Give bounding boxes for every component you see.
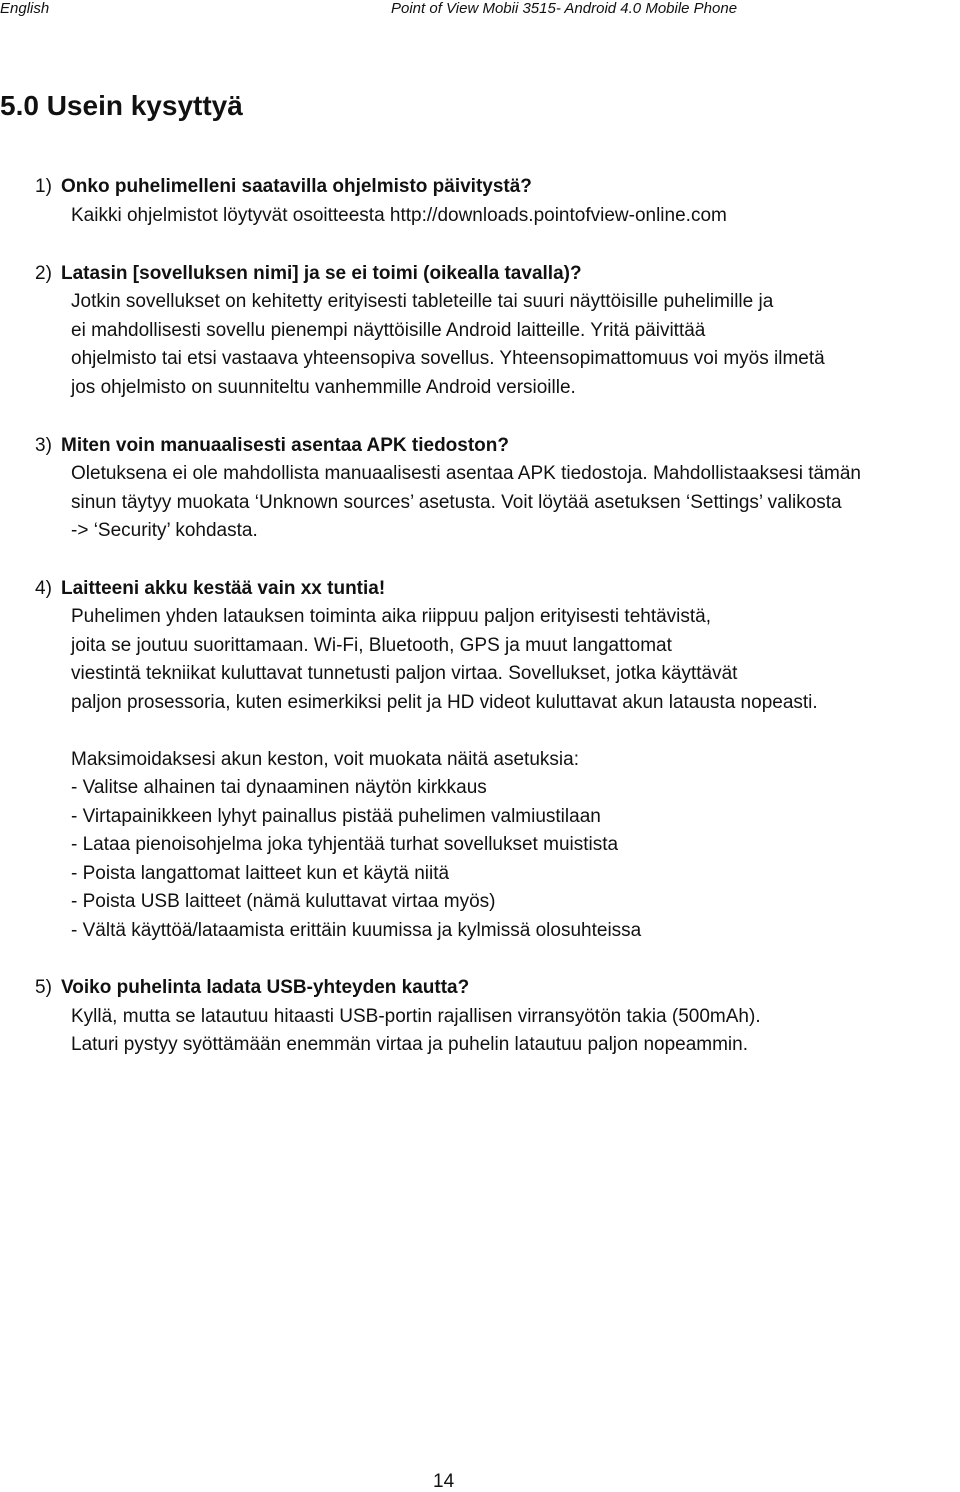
faq-answer-line: Kaikki ohjelmistot löytyvät osoitteesta http://downloads.pointofview-online.com	[71, 205, 727, 226]
faq-answer-line: sinun täytyy muokata ‘Unknown sources’ asetusta. Voit löytää asetuksen ‘Settings’ valikosta	[71, 492, 842, 513]
faq-answer-line: Laturi pystyy syöttämään enemmän virtaa ja puhelin latautuu paljon nopeammin.	[71, 1034, 748, 1055]
header-language: English	[0, 0, 50, 17]
tip-item: - Poista langattomat laitteet kun et käytä niitä	[71, 863, 450, 884]
header-product-title: Point of View Mobii 3515- Android 4.0 Mobile Phone	[391, 0, 738, 17]
page-number: 14	[433, 1471, 455, 1492]
faq-number: 1)	[35, 176, 52, 197]
faq-question: Laitteeni akku kestää vain xx tuntia!	[61, 578, 386, 599]
faq-answer-line: -> ‘Security’ kohdasta.	[71, 520, 258, 541]
tips-intro: Maksimoidaksesi akun keston, voit muokata näitä asetuksia:	[71, 749, 579, 770]
faq-answer-line: Oletuksena ei ole mahdollista manuaalisesti asentaa APK tiedostoja. Mahdollistaaksesi tämän	[71, 463, 862, 484]
faq-number: 2)	[35, 263, 52, 284]
tip-item: - Vältä käyttöä/lataamista erittäin kuumissa ja kylmissä olosuhteissa	[71, 920, 642, 941]
tip-item: - Virtapainikkeen lyhyt painallus pistää puhelimen valmiustilaan	[71, 806, 601, 827]
faq-number: 3)	[35, 435, 52, 456]
faq-question: Latasin [sovelluksen nimi] ja se ei toimi (oikealla tavalla)?	[61, 263, 582, 284]
faq-answer-line: Puhelimen yhden latauksen toiminta aika riippuu paljon erityisesti tehtävistä,	[71, 606, 712, 627]
faq-answer-line: Jotkin sovellukset on kehitetty erityisesti tableteille tai suuri näyttöisille puhelimille ja	[71, 291, 774, 312]
faq-number: 4)	[35, 578, 52, 599]
faq-answer-line: Kyllä, mutta se latautuu hitaasti USB-portin rajallisen virransyötön takia (500mAh).	[71, 1006, 761, 1027]
faq-answer-line: ei mahdollisesti sovellu pienempi näyttöisille Android laitteille. Yritä päivittää	[71, 320, 706, 341]
faq-answer-line: paljon prosessoria, kuten esimerkiksi pelit ja HD videot kuluttavat akun latausta nopeasti.	[71, 692, 818, 713]
faq-answer-line: joita se joutuu suorittamaan. Wi-Fi, Bluetooth, GPS ja muut langattomat	[71, 635, 672, 656]
tip-item: - Valitse alhainen tai dynaaminen näytön kirkkaus	[71, 777, 487, 798]
faq-question: Miten voin manuaalisesti asentaa APK tiedoston?	[61, 435, 510, 456]
tip-item: - Lataa pienoisohjelma joka tyhjentää turhat sovellukset muistista	[71, 834, 619, 855]
faq-question: Onko puhelimelleni saatavilla ohjelmisto päivitystä?	[61, 176, 532, 197]
faq-answer-line: jos ohjelmisto on suunniteltu vanhemmille Android versioille.	[71, 377, 576, 398]
faq-number: 5)	[35, 977, 52, 998]
faq-question: Voiko puhelinta ladata USB-yhteyden kautta?	[61, 977, 470, 998]
section-title: 5.0 Usein kysyttyä	[0, 90, 243, 121]
faq-answer-line: ohjelmisto tai etsi vastaava yhteensopiva sovellus. Yhteensopimattomuus voi myös ilmetä	[71, 348, 825, 369]
faq-answer-line: viestintä tekniikat kuluttavat tunnetusti paljon virtaa. Sovellukset, jotka käyttävät	[71, 663, 738, 684]
tip-item: - Poista USB laitteet (nämä kuluttavat virtaa myös)	[71, 891, 496, 912]
